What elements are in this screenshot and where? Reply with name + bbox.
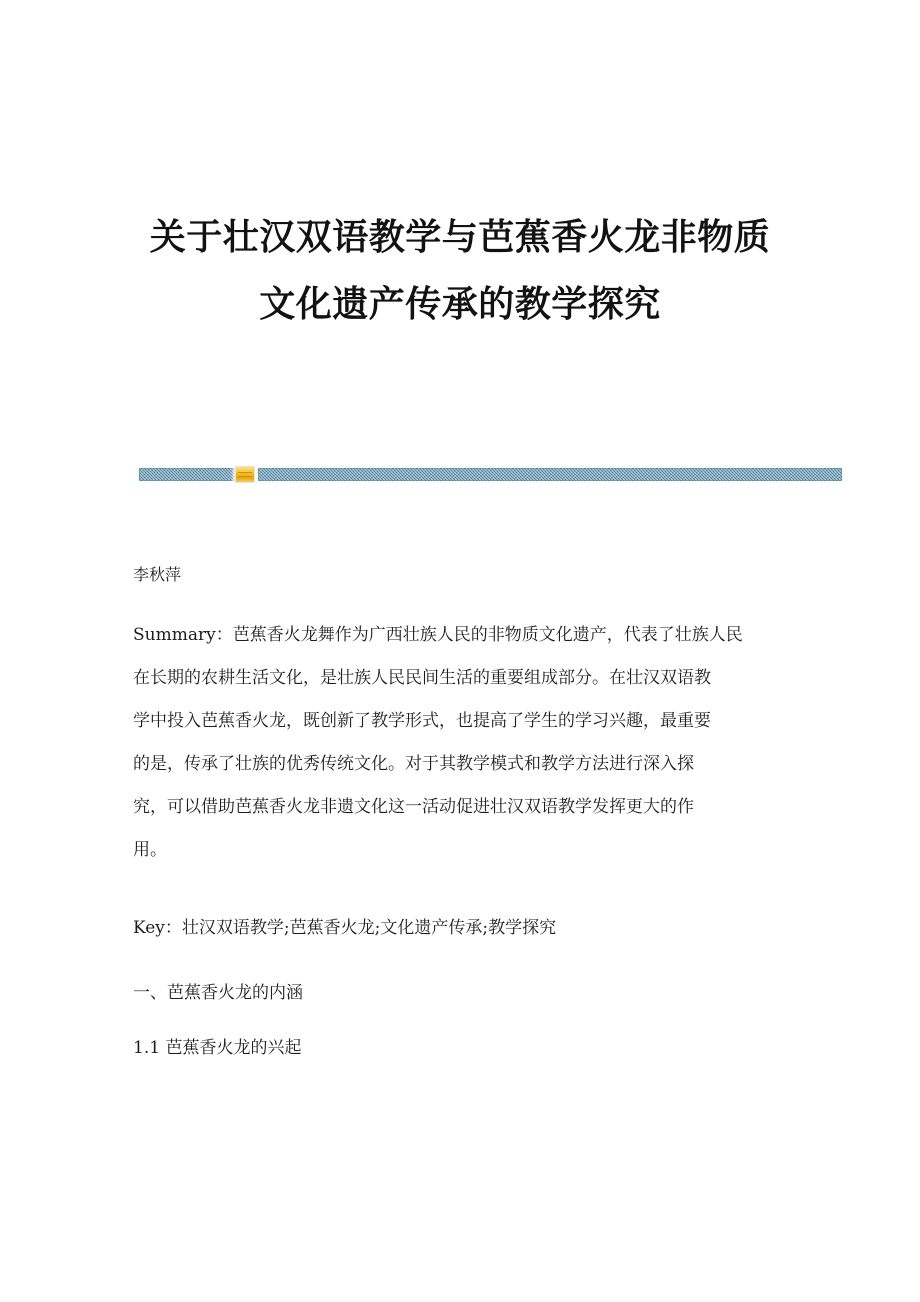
keywords-line: Key：壮汉双语教学;芭蕉香火龙;文化遗产传承;教学探究	[133, 918, 557, 938]
abstract-line: 用。	[133, 840, 167, 860]
abstract-paragraph	[133, 614, 791, 872]
author-name: 李秋萍	[133, 565, 182, 584]
divider-segment-left	[139, 468, 236, 481]
abstract-line: 在长期的农耕生活文化，是壮族人民民间生活的重要组成部分。在壮汉双语教	[133, 668, 711, 688]
decorative-divider	[139, 468, 842, 481]
gold-square-ornament-icon	[235, 466, 255, 483]
section-heading-1: 一、芭蕉香火龙的内涵	[133, 983, 303, 1003]
page-title	[100, 204, 820, 337]
title-line-2: 文化遗产传承的教学探究	[259, 282, 661, 325]
abstract-line: Summary：芭蕉香火龙舞作为广西壮族人民的非物质文化遗产，代表了壮族人民	[133, 625, 743, 645]
abstract-line: 究，可以借助芭蕉香火龙非遗文化这一活动促进壮汉双语教学发挥更大的作	[133, 797, 694, 817]
section-heading-1-1: 1.1 芭蕉香火龙的兴起	[133, 1038, 302, 1058]
divider-segment-right	[258, 468, 842, 481]
title-line-1: 关于壮汉双语教学与芭蕉香火龙非物质	[149, 216, 771, 258]
abstract-line: 学中投入芭蕉香火龙，既创新了教学形式，也提高了学生的学习兴趣，最重要	[133, 711, 711, 731]
abstract-line: 的是，传承了壮族的优秀传统文化。对于其教学模式和教学方法进行深入探	[133, 754, 694, 774]
